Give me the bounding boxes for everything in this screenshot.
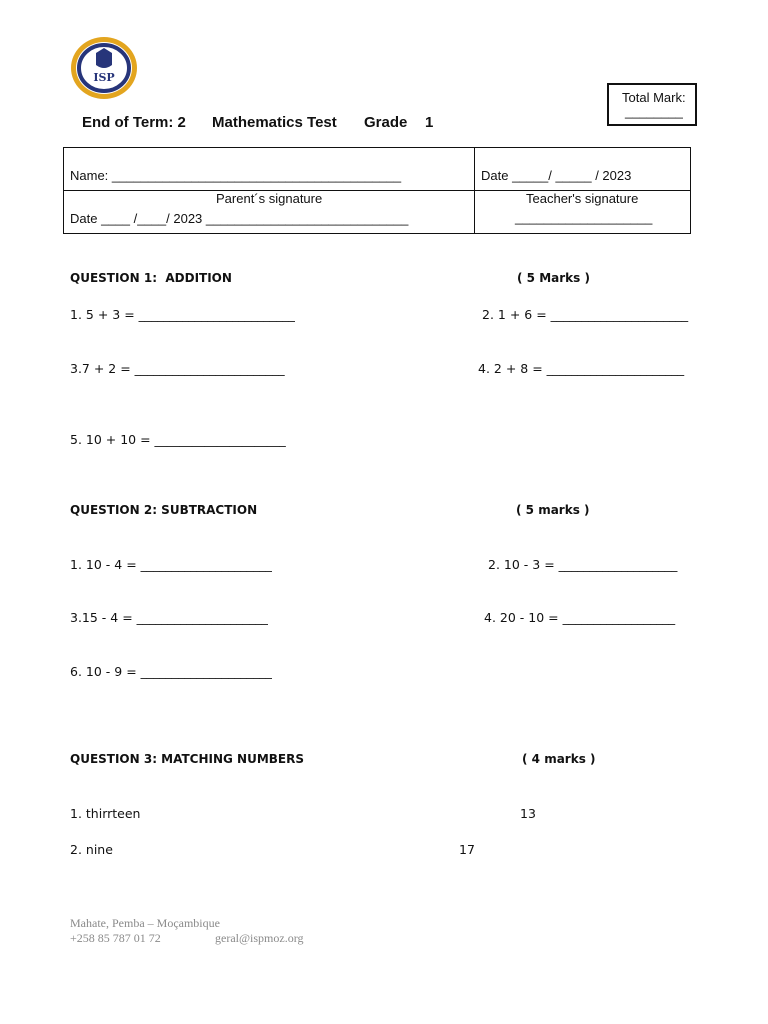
subject-title: Mathematics Test — [212, 114, 337, 131]
footer-address: Mahate, Pemba – Moçambique — [70, 916, 220, 930]
parent-signature-label: Parent´s signature — [216, 191, 323, 206]
term-title: End of Term: 2 — [82, 114, 186, 131]
footer-phone: +258 85 787 01 72 — [70, 931, 161, 945]
q3-marks: ( 4 marks ) — [522, 752, 596, 766]
q3-number-1[interactable]: 13 — [520, 806, 536, 821]
student-info-table — [63, 147, 691, 234]
total-mark-box — [607, 83, 697, 126]
total-mark-line: ________ — [625, 104, 683, 119]
q2-item-4[interactable]: 4. 20 - 10 = __________________ — [484, 610, 676, 625]
q3-heading: QUESTION 3: MATCHING NUMBERS — [70, 752, 305, 766]
school-seal-icon — [70, 36, 138, 100]
school-logo — [70, 36, 138, 100]
q1-item-3[interactable]: 3.7 + 2 = ________________________ — [70, 361, 285, 376]
q2-item-5[interactable]: 6. 10 - 9 = _____________________ — [70, 664, 272, 679]
date-field-top[interactable]: Date _____/ _____ / 2023 — [481, 168, 632, 183]
q3-word-2[interactable]: 2. nine — [70, 842, 113, 857]
svg-text:ISP: ISP — [93, 71, 115, 84]
footer-email[interactable]: geral@ispmoz.org — [215, 931, 304, 945]
grade-label: Grade — [364, 114, 408, 131]
q2-item-3[interactable]: 3.15 - 4 = _____________________ — [70, 610, 268, 625]
q1-item-5[interactable]: 5. 10 + 10 = _____________________ — [70, 432, 286, 447]
name-field[interactable]: Name: ________________________________________ — [70, 168, 402, 183]
q1-marks: ( 5 Marks ) — [517, 271, 590, 285]
parent-date-signature-field[interactable]: Date ____ /____/ 2023 ____________________________ — [70, 211, 409, 226]
q1-item-2[interactable]: 2. 1 + 6 = ______________________ — [482, 307, 689, 322]
q3-word-1[interactable]: 1. thirrteen — [70, 806, 141, 821]
q2-item-1[interactable]: 1. 10 - 4 = _____________________ — [70, 557, 272, 572]
q2-heading: QUESTION 2: SUBTRACTION — [70, 503, 258, 517]
q1-item-1[interactable]: 1. 5 + 3 = _________________________ — [70, 307, 295, 322]
q1-heading: QUESTION 1: ADDITION — [70, 271, 232, 285]
q2-marks: ( 5 marks ) — [516, 503, 590, 517]
teacher-signature-label: Teacher's signature — [526, 191, 639, 206]
q2-item-2[interactable]: 2. 10 - 3 = ___________________ — [488, 557, 678, 572]
q1-item-4[interactable]: 4. 2 + 8 = ______________________ — [478, 361, 685, 376]
total-mark-label: Total Mark: — [622, 90, 686, 105]
grade-value: 1 — [425, 114, 434, 131]
q3-number-2[interactable]: 17 — [459, 842, 475, 857]
teacher-signature-field[interactable]: ___________________ — [515, 210, 653, 225]
